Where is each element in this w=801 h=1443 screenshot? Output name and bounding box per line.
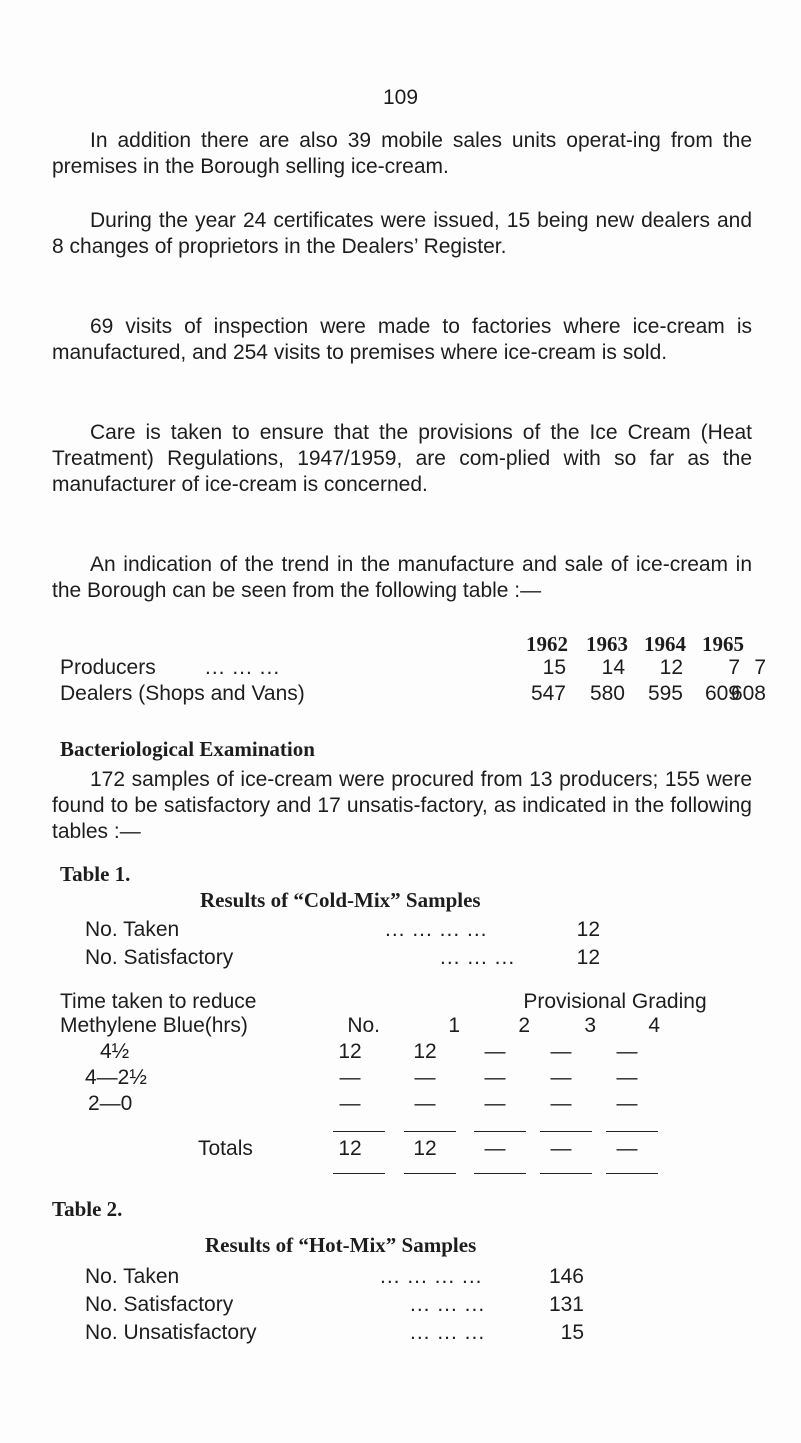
dot-leader: ... ... ... ... bbox=[385, 918, 488, 941]
totals-cell: — bbox=[616, 1137, 638, 1160]
table-cell: 15 bbox=[542, 656, 566, 679]
total-rule bbox=[540, 1173, 592, 1174]
table-cell: — bbox=[550, 1092, 572, 1115]
table-title: Results of “Cold-Mix” Samples bbox=[200, 888, 481, 912]
totals-cell: 12 bbox=[413, 1137, 437, 1160]
table-cell: — bbox=[550, 1066, 572, 1089]
table-cell: 7 bbox=[728, 656, 740, 679]
paragraph-certificates: During the year 24 certificates were issued, 15 being new dealers and 8 changes of proprietors in the Dealers’ Register. bbox=[52, 209, 752, 258]
table-cell: — bbox=[484, 1066, 506, 1089]
total-rule bbox=[404, 1173, 456, 1174]
table-cell: — bbox=[414, 1092, 436, 1115]
row-label-dealers: Dealers (Shops and Vans) bbox=[60, 682, 305, 705]
total-rule bbox=[606, 1131, 658, 1132]
summary-value: 131 bbox=[548, 1293, 584, 1316]
summary-value: 146 bbox=[548, 1265, 584, 1288]
table-cell: — bbox=[550, 1040, 572, 1063]
summary-label: No. Satisfactory bbox=[85, 1293, 234, 1316]
table-cell: 12 bbox=[659, 656, 683, 679]
dot-leader: ... ... ... bbox=[410, 1321, 486, 1344]
dot-leader: ... ... ... ... bbox=[380, 1265, 483, 1288]
totals-cell: 12 bbox=[338, 1137, 362, 1160]
table-cell: — bbox=[414, 1066, 436, 1089]
table-cell: 608 bbox=[730, 682, 766, 705]
summary-value: 12 bbox=[576, 918, 600, 941]
table-cell: — bbox=[339, 1092, 361, 1115]
page-number: 109 bbox=[382, 86, 419, 109]
total-rule bbox=[404, 1131, 456, 1132]
table-label: Table 2. bbox=[52, 1197, 123, 1221]
row-time: 2—0 bbox=[88, 1092, 133, 1115]
year-header: 1963 bbox=[586, 632, 628, 656]
table-cell: — bbox=[616, 1040, 638, 1063]
paragraph-regulations: Care is taken to ensure that the provisions of the Ice Cream (Heat Treatment) Regulations, 1947/1959, are com-plied with so far as the manufacturer of ice-cream is concerned. bbox=[52, 421, 752, 496]
table-cell: — bbox=[616, 1092, 638, 1115]
dot-leader: ... ... ... bbox=[205, 656, 281, 679]
totals-label: Totals bbox=[198, 1137, 253, 1160]
row-time: 4½ bbox=[100, 1040, 130, 1063]
table-cell: 609 bbox=[704, 682, 740, 705]
column-header-grade: 2 bbox=[518, 1014, 530, 1037]
table-cell: — bbox=[616, 1066, 638, 1089]
dot-leader: ... ... ... bbox=[410, 1293, 486, 1316]
table-cell: 580 bbox=[589, 682, 625, 705]
year-header: 1962 bbox=[526, 632, 568, 656]
totals-cell: — bbox=[550, 1137, 572, 1160]
total-rule bbox=[606, 1173, 658, 1174]
total-rule bbox=[333, 1173, 385, 1174]
table-cell: — bbox=[484, 1040, 506, 1063]
column-header-grade: 3 bbox=[584, 1014, 596, 1037]
table-cell: 12 bbox=[413, 1040, 437, 1063]
column-header-no: No. bbox=[347, 1014, 380, 1037]
paragraph-trend-intro: An indication of the trend in the manufacture and sale of ice-cream in the Borough can be seen from the following table :— bbox=[52, 553, 752, 602]
dot-leader: ... ... ... bbox=[440, 946, 516, 969]
column-header-grading: Provisional Grading bbox=[523, 990, 707, 1013]
column-header-grade: 1 bbox=[448, 1014, 460, 1037]
summary-label: No. Taken bbox=[85, 1265, 180, 1288]
summary-label: No. Satisfactory bbox=[85, 946, 234, 969]
paragraph-mobile-units: In addition there are also 39 mobile sales units operat-ing from the premises in the Borough selling ice-cream. bbox=[52, 129, 752, 178]
column-header-time: Time taken to reduce bbox=[60, 990, 257, 1013]
summary-label: No. Unsatisfactory bbox=[85, 1321, 257, 1344]
table-cell: — bbox=[484, 1092, 506, 1115]
table-cell: 14 bbox=[601, 656, 625, 679]
total-rule bbox=[474, 1173, 526, 1174]
table-title: Results of “Hot-Mix” Samples bbox=[205, 1233, 477, 1257]
total-rule bbox=[540, 1131, 592, 1132]
total-rule bbox=[333, 1131, 385, 1132]
table-cell: 7 bbox=[754, 656, 766, 679]
column-header-time: Methylene Blue(hrs) bbox=[60, 1014, 248, 1037]
year-header: 1965 bbox=[702, 632, 744, 656]
row-label-producers: Producers bbox=[60, 656, 156, 679]
summary-value: 15 bbox=[560, 1321, 584, 1344]
total-rule bbox=[474, 1131, 526, 1132]
row-time: 4—2½ bbox=[85, 1066, 147, 1089]
paragraph-inspection-visits: 69 visits of inspection were made to factories where ice-cream is manufactured, and 254 visits to premises where ice-cream is sold. bbox=[52, 315, 752, 364]
summary-value: 12 bbox=[576, 946, 600, 969]
summary-label: No. Taken bbox=[85, 918, 180, 941]
totals-cell: — bbox=[484, 1137, 506, 1160]
table-label: Table 1. bbox=[60, 862, 131, 886]
table-cell: — bbox=[339, 1066, 361, 1089]
paragraph-samples: 172 samples of ice-cream were procured from 13 producers; 155 were found to be satisfactory and 17 unsatis-factory, as indicated in the following tables :— bbox=[52, 768, 752, 843]
section-heading: Bacteriological Examination bbox=[60, 737, 315, 761]
year-header: 1964 bbox=[644, 632, 686, 656]
column-header-grade: 4 bbox=[648, 1014, 660, 1037]
table-cell: 595 bbox=[647, 682, 683, 705]
table-cell: 547 bbox=[530, 682, 566, 705]
table-cell: 12 bbox=[338, 1040, 362, 1063]
